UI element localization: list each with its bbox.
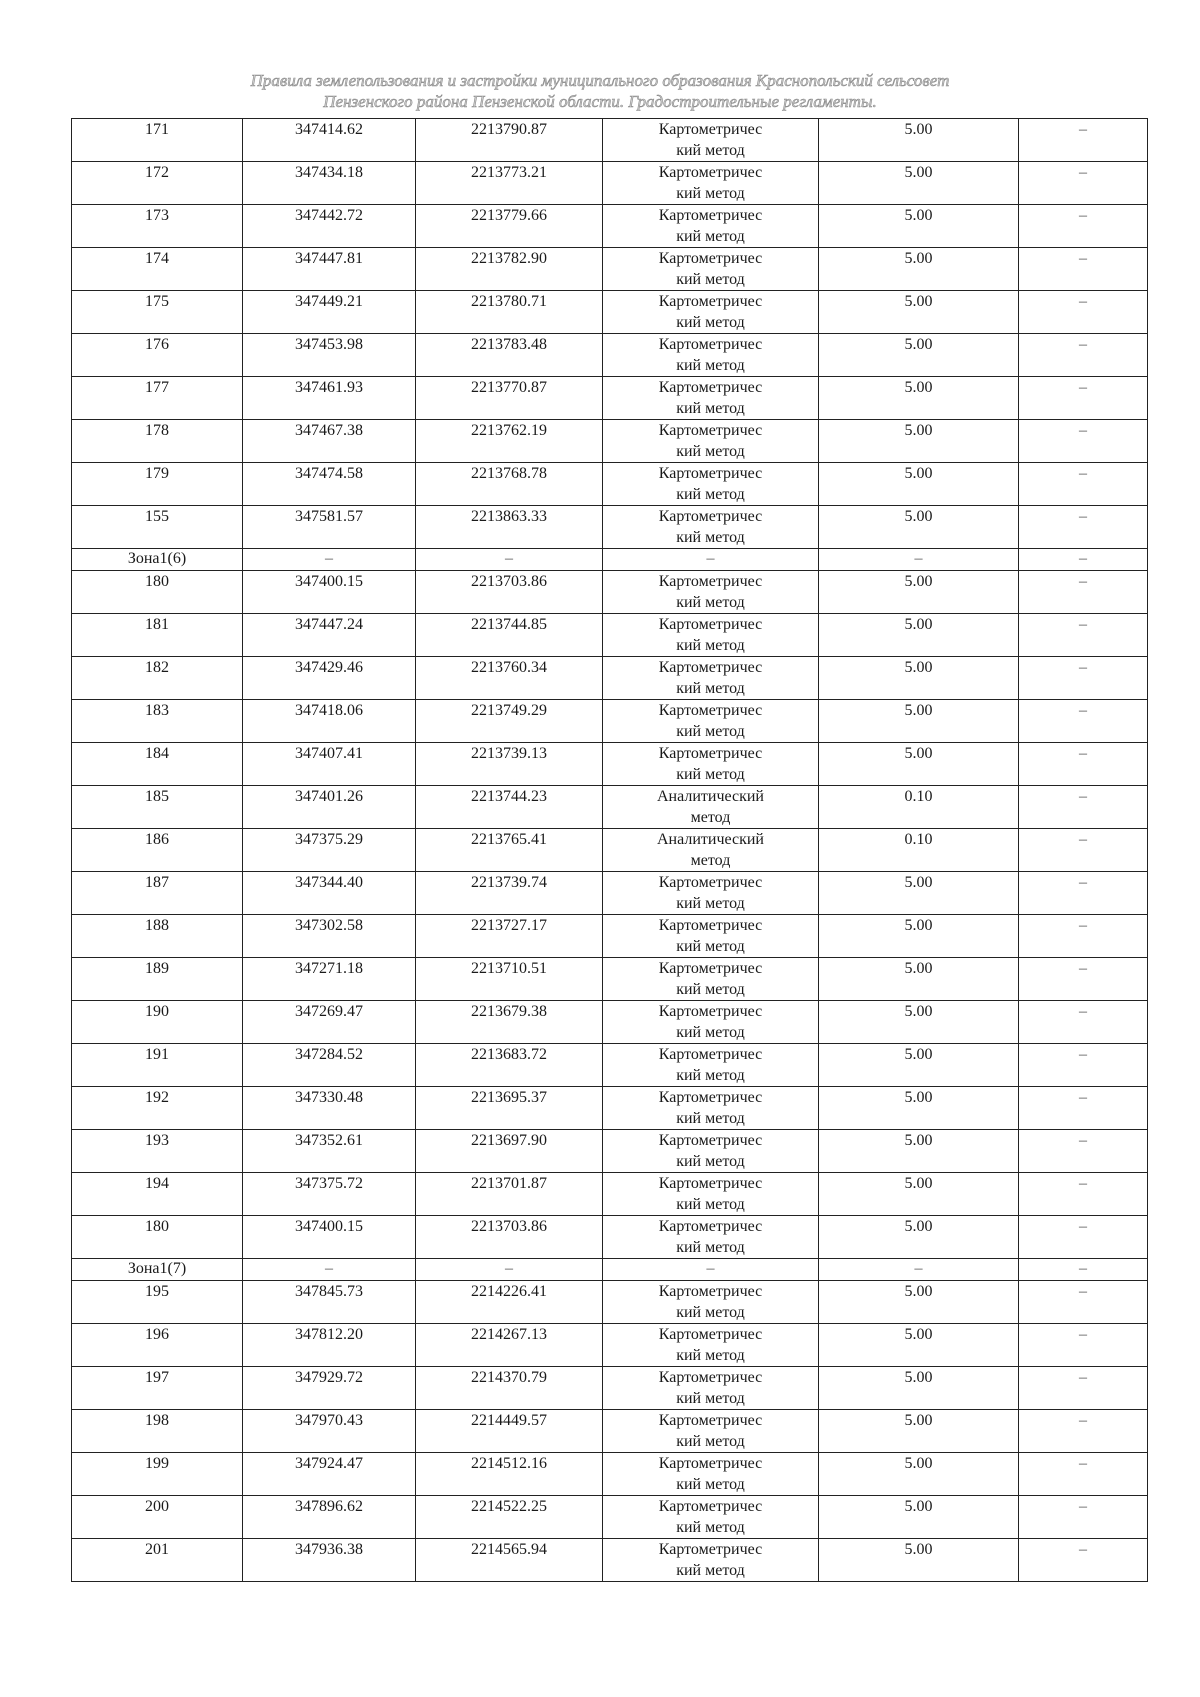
accuracy-cell: – <box>819 549 1019 571</box>
extra-cell: – <box>1019 119 1148 162</box>
table-row <box>72 334 1148 377</box>
method-label: Картометричес кий метод <box>658 164 763 202</box>
extra-cell: – <box>1019 829 1148 872</box>
method-cell <box>603 205 819 248</box>
table-row <box>72 1173 1148 1216</box>
method-label: Картометричес кий метод <box>658 293 763 331</box>
accuracy-cell: 5.00 <box>819 162 1019 205</box>
point-number-cell: 201 <box>72 1539 243 1582</box>
x-coordinate-cell: 347400.15 <box>243 1216 416 1259</box>
y-coordinate-cell: 2213768.78 <box>416 463 603 506</box>
table-row <box>72 915 1148 958</box>
method-label: Картометричес кий метод <box>658 465 763 503</box>
y-coordinate-cell: 2213744.85 <box>416 614 603 657</box>
y-coordinate-cell: 2213739.13 <box>416 743 603 786</box>
extra-cell: – <box>1019 377 1148 420</box>
method-label: Картометричес кий метод <box>658 1369 763 1407</box>
x-coordinate-cell: 347924.47 <box>243 1453 416 1496</box>
y-coordinate-cell: 2213749.29 <box>416 700 603 743</box>
method-cell <box>603 1087 819 1130</box>
y-coordinate-cell: 2213739.74 <box>416 872 603 915</box>
header-line-1: Правила землепользования и застройки муниципального образования Краснопольский сельсовет <box>250 71 950 90</box>
method-label: Картометричес кий метод <box>658 1412 763 1450</box>
method-label: Картометричес кий метод <box>658 917 763 955</box>
point-number-cell: 172 <box>72 162 243 205</box>
extra-cell: – <box>1019 1281 1148 1324</box>
extra-cell: – <box>1019 248 1148 291</box>
method-label: Картометричес кий метод <box>658 121 763 159</box>
accuracy-cell: 5.00 <box>819 1173 1019 1216</box>
extra-cell: – <box>1019 420 1148 463</box>
point-number-cell: 183 <box>72 700 243 743</box>
accuracy-cell: 0.10 <box>819 829 1019 872</box>
point-number-cell: 178 <box>72 420 243 463</box>
point-number-cell: 196 <box>72 1324 243 1367</box>
method-label: Картометричес кий метод <box>658 616 763 654</box>
x-coordinate-cell: 347442.72 <box>243 205 416 248</box>
method-label: Картометричес кий метод <box>658 745 763 783</box>
method-label: Картометричес кий метод <box>658 1283 763 1321</box>
y-coordinate-cell: 2213863.33 <box>416 506 603 549</box>
method-label: Картометричес кий метод <box>658 1218 763 1256</box>
point-number-cell: 180 <box>72 571 243 614</box>
accuracy-cell: 5.00 <box>819 614 1019 657</box>
method-cell <box>603 1496 819 1539</box>
accuracy-cell: 5.00 <box>819 1324 1019 1367</box>
point-number-cell: Зона1(7) <box>72 1259 243 1281</box>
method-cell <box>603 1281 819 1324</box>
table-row <box>72 506 1148 549</box>
x-coordinate-cell: 347429.46 <box>243 657 416 700</box>
x-coordinate-cell: 347434.18 <box>243 162 416 205</box>
extra-cell: – <box>1019 162 1148 205</box>
method-label: Картометричес кий метод <box>658 874 763 912</box>
table-row <box>72 205 1148 248</box>
extra-cell: – <box>1019 1324 1148 1367</box>
table-row <box>72 1216 1148 1259</box>
x-coordinate-cell: 347929.72 <box>243 1367 416 1410</box>
accuracy-cell: 5.00 <box>819 248 1019 291</box>
extra-cell: – <box>1019 614 1148 657</box>
x-coordinate-cell: 347271.18 <box>243 958 416 1001</box>
accuracy-cell: 5.00 <box>819 1453 1019 1496</box>
point-number-cell: 190 <box>72 1001 243 1044</box>
method-cell: – <box>603 1259 819 1281</box>
method-label: Картометричес кий метод <box>658 508 763 546</box>
point-number-cell: 176 <box>72 334 243 377</box>
method-label: Картометричес кий метод <box>658 1498 763 1536</box>
accuracy-cell: 5.00 <box>819 377 1019 420</box>
accuracy-cell: 5.00 <box>819 506 1019 549</box>
accuracy-cell: 5.00 <box>819 119 1019 162</box>
point-number-cell: 177 <box>72 377 243 420</box>
accuracy-cell: 5.00 <box>819 1496 1019 1539</box>
point-number-cell: 191 <box>72 1044 243 1087</box>
method-cell <box>603 377 819 420</box>
method-cell <box>603 614 819 657</box>
table-row <box>72 872 1148 915</box>
extra-cell: – <box>1019 915 1148 958</box>
y-coordinate-cell: 2213701.87 <box>416 1173 603 1216</box>
point-number-cell: 173 <box>72 205 243 248</box>
coordinates-table-body <box>72 119 1148 1582</box>
y-coordinate-cell: – <box>416 1259 603 1281</box>
extra-cell: – <box>1019 872 1148 915</box>
accuracy-cell: 5.00 <box>819 915 1019 958</box>
extra-cell: – <box>1019 1367 1148 1410</box>
method-label: Картометричес кий метод <box>658 1132 763 1170</box>
extra-cell: – <box>1019 1130 1148 1173</box>
x-coordinate-cell: 347447.24 <box>243 614 416 657</box>
accuracy-cell: 5.00 <box>819 1216 1019 1259</box>
table-row <box>72 1453 1148 1496</box>
method-label: Картометричес кий метод <box>658 573 763 611</box>
x-coordinate-cell: 347302.58 <box>243 915 416 958</box>
point-number-cell: 182 <box>72 657 243 700</box>
extra-cell: – <box>1019 334 1148 377</box>
y-coordinate-cell: 2213727.17 <box>416 915 603 958</box>
method-label: Картометричес кий метод <box>658 659 763 697</box>
x-coordinate-cell: 347845.73 <box>243 1281 416 1324</box>
extra-cell: – <box>1019 1496 1148 1539</box>
table-row <box>72 377 1148 420</box>
x-coordinate-cell: 347449.21 <box>243 291 416 334</box>
y-coordinate-cell: 2214522.25 <box>416 1496 603 1539</box>
point-number-cell: 187 <box>72 872 243 915</box>
y-coordinate-cell: 2213765.41 <box>416 829 603 872</box>
point-number-cell: 171 <box>72 119 243 162</box>
table-row <box>72 657 1148 700</box>
extra-cell: – <box>1019 786 1148 829</box>
x-coordinate-cell: 347936.38 <box>243 1539 416 1582</box>
table-row <box>72 1281 1148 1324</box>
accuracy-cell: 5.00 <box>819 743 1019 786</box>
extra-cell: – <box>1019 1087 1148 1130</box>
x-coordinate-cell: 347418.06 <box>243 700 416 743</box>
coordinates-table <box>71 118 1148 1582</box>
method-cell <box>603 915 819 958</box>
x-coordinate-cell: 347414.62 <box>243 119 416 162</box>
method-cell <box>603 119 819 162</box>
table-row <box>72 1001 1148 1044</box>
extra-cell: – <box>1019 291 1148 334</box>
y-coordinate-cell: 2214226.41 <box>416 1281 603 1324</box>
x-coordinate-cell: 347269.47 <box>243 1001 416 1044</box>
point-number-cell: 180 <box>72 1216 243 1259</box>
extra-cell: – <box>1019 657 1148 700</box>
point-number-cell: 192 <box>72 1087 243 1130</box>
method-label: Картометричес кий метод <box>658 422 763 460</box>
method-cell <box>603 1173 819 1216</box>
point-number-cell: 199 <box>72 1453 243 1496</box>
table-row <box>72 1087 1148 1130</box>
method-cell <box>603 700 819 743</box>
method-cell <box>603 420 819 463</box>
y-coordinate-cell: 2213773.21 <box>416 162 603 205</box>
zone-header-row <box>72 549 1148 571</box>
table-row <box>72 1324 1148 1367</box>
accuracy-cell: 0.10 <box>819 786 1019 829</box>
method-label: Картометричес кий метод <box>658 1089 763 1127</box>
method-label: Картометричес кий метод <box>658 336 763 374</box>
y-coordinate-cell: 2214449.57 <box>416 1410 603 1453</box>
x-coordinate-cell: 347330.48 <box>243 1087 416 1130</box>
method-cell <box>603 506 819 549</box>
method-cell <box>603 829 819 872</box>
method-cell <box>603 162 819 205</box>
accuracy-cell: 5.00 <box>819 1539 1019 1582</box>
accuracy-cell: 5.00 <box>819 657 1019 700</box>
x-coordinate-cell: 347970.43 <box>243 1410 416 1453</box>
method-cell <box>603 291 819 334</box>
method-label: Картометричес кий метод <box>658 250 763 288</box>
x-coordinate-cell: 347474.58 <box>243 463 416 506</box>
table-row <box>72 743 1148 786</box>
method-cell <box>603 1410 819 1453</box>
y-coordinate-cell: 2214370.79 <box>416 1367 603 1410</box>
method-cell: – <box>603 549 819 571</box>
point-number-cell: 181 <box>72 614 243 657</box>
y-coordinate-cell: 2213782.90 <box>416 248 603 291</box>
table-row <box>72 162 1148 205</box>
accuracy-cell: – <box>819 1259 1019 1281</box>
x-coordinate-cell: 347352.61 <box>243 1130 416 1173</box>
method-cell <box>603 571 819 614</box>
table-row <box>72 1130 1148 1173</box>
table-row <box>72 420 1148 463</box>
extra-cell: – <box>1019 506 1148 549</box>
table-row <box>72 463 1148 506</box>
extra-cell: – <box>1019 1044 1148 1087</box>
method-cell <box>603 1044 819 1087</box>
method-cell <box>603 958 819 1001</box>
method-label: Картометричес кий метод <box>658 1455 763 1493</box>
x-coordinate-cell: 347447.81 <box>243 248 416 291</box>
point-number-cell: Зона1(6) <box>72 549 243 571</box>
accuracy-cell: 5.00 <box>819 1130 1019 1173</box>
y-coordinate-cell: 2213760.34 <box>416 657 603 700</box>
extra-cell: – <box>1019 1259 1148 1281</box>
x-coordinate-cell: 347375.29 <box>243 829 416 872</box>
x-coordinate-cell: 347581.57 <box>243 506 416 549</box>
table-row <box>72 119 1148 162</box>
point-number-cell: 179 <box>72 463 243 506</box>
point-number-cell: 198 <box>72 1410 243 1453</box>
y-coordinate-cell: 2214512.16 <box>416 1453 603 1496</box>
method-label: Аналитический метод <box>656 788 764 826</box>
method-cell <box>603 248 819 291</box>
table-row <box>72 1367 1148 1410</box>
extra-cell: – <box>1019 1453 1148 1496</box>
method-label: Картометричес кий метод <box>658 1175 763 1213</box>
y-coordinate-cell: 2213762.19 <box>416 420 603 463</box>
y-coordinate-cell: – <box>416 549 603 571</box>
point-number-cell: 200 <box>72 1496 243 1539</box>
y-coordinate-cell: 2213744.23 <box>416 786 603 829</box>
method-label: Картометричес кий метод <box>658 1326 763 1364</box>
extra-cell: – <box>1019 743 1148 786</box>
method-cell <box>603 1001 819 1044</box>
y-coordinate-cell: 2213790.87 <box>416 119 603 162</box>
extra-cell: – <box>1019 958 1148 1001</box>
accuracy-cell: 5.00 <box>819 463 1019 506</box>
accuracy-cell: 5.00 <box>819 1367 1019 1410</box>
accuracy-cell: 5.00 <box>819 1001 1019 1044</box>
point-number-cell: 197 <box>72 1367 243 1410</box>
y-coordinate-cell: 2213697.90 <box>416 1130 603 1173</box>
x-coordinate-cell: – <box>243 1259 416 1281</box>
x-coordinate-cell: 347284.52 <box>243 1044 416 1087</box>
table-row <box>72 291 1148 334</box>
method-cell <box>603 1324 819 1367</box>
method-label: Картометричес кий метод <box>658 379 763 417</box>
accuracy-cell: 5.00 <box>819 571 1019 614</box>
table-row <box>72 1410 1148 1453</box>
method-cell <box>603 463 819 506</box>
method-cell <box>603 1216 819 1259</box>
extra-cell: – <box>1019 1539 1148 1582</box>
table-row <box>72 248 1148 291</box>
method-cell <box>603 657 819 700</box>
method-cell <box>603 1130 819 1173</box>
table-row <box>72 1539 1148 1582</box>
y-coordinate-cell: 2214565.94 <box>416 1539 603 1582</box>
method-cell <box>603 786 819 829</box>
accuracy-cell: 5.00 <box>819 700 1019 743</box>
accuracy-cell: 5.00 <box>819 1281 1019 1324</box>
x-coordinate-cell: 347467.38 <box>243 420 416 463</box>
extra-cell: – <box>1019 205 1148 248</box>
accuracy-cell: 5.00 <box>819 872 1019 915</box>
extra-cell: – <box>1019 1410 1148 1453</box>
method-label: Картометричес кий метод <box>658 702 763 740</box>
point-number-cell: 193 <box>72 1130 243 1173</box>
method-label: Картометричес кий метод <box>658 207 763 245</box>
point-number-cell: 195 <box>72 1281 243 1324</box>
page-header <box>0 70 1200 112</box>
point-number-cell: 174 <box>72 248 243 291</box>
extra-cell: – <box>1019 571 1148 614</box>
y-coordinate-cell: 2213710.51 <box>416 958 603 1001</box>
y-coordinate-cell: 2213679.38 <box>416 1001 603 1044</box>
point-number-cell: 188 <box>72 915 243 958</box>
accuracy-cell: 5.00 <box>819 1087 1019 1130</box>
table-row <box>72 700 1148 743</box>
x-coordinate-cell: 347375.72 <box>243 1173 416 1216</box>
table-row <box>72 958 1148 1001</box>
method-cell <box>603 1367 819 1410</box>
y-coordinate-cell: 2213783.48 <box>416 334 603 377</box>
header-line-2: Пензенского района Пензенской области. Градостроительные регламенты. <box>323 92 877 111</box>
y-coordinate-cell: 2214267.13 <box>416 1324 603 1367</box>
table-row <box>72 786 1148 829</box>
point-number-cell: 155 <box>72 506 243 549</box>
accuracy-cell: 5.00 <box>819 1410 1019 1453</box>
table-row <box>72 1044 1148 1087</box>
y-coordinate-cell: 2213695.37 <box>416 1087 603 1130</box>
y-coordinate-cell: 2213780.71 <box>416 291 603 334</box>
point-number-cell: 175 <box>72 291 243 334</box>
x-coordinate-cell: 347453.98 <box>243 334 416 377</box>
extra-cell: – <box>1019 1216 1148 1259</box>
method-label: Картометричес кий метод <box>658 1541 763 1579</box>
method-cell <box>603 743 819 786</box>
point-number-cell: 184 <box>72 743 243 786</box>
zone-header-row <box>72 1259 1148 1281</box>
method-label: Картометричес кий метод <box>658 960 763 998</box>
extra-cell: – <box>1019 1173 1148 1216</box>
point-number-cell: 185 <box>72 786 243 829</box>
extra-cell: – <box>1019 700 1148 743</box>
accuracy-cell: 5.00 <box>819 291 1019 334</box>
method-cell <box>603 872 819 915</box>
extra-cell: – <box>1019 1001 1148 1044</box>
y-coordinate-cell: 2213770.87 <box>416 377 603 420</box>
accuracy-cell: 5.00 <box>819 420 1019 463</box>
accuracy-cell: 5.00 <box>819 958 1019 1001</box>
x-coordinate-cell: 347401.26 <box>243 786 416 829</box>
extra-cell: – <box>1019 463 1148 506</box>
method-cell <box>603 1539 819 1582</box>
accuracy-cell: 5.00 <box>819 1044 1019 1087</box>
x-coordinate-cell: 347812.20 <box>243 1324 416 1367</box>
method-cell <box>603 1453 819 1496</box>
point-number-cell: 186 <box>72 829 243 872</box>
table-row <box>72 1496 1148 1539</box>
x-coordinate-cell: 347896.62 <box>243 1496 416 1539</box>
method-label: Картометричес кий метод <box>658 1003 763 1041</box>
y-coordinate-cell: 2213683.72 <box>416 1044 603 1087</box>
point-number-cell: 194 <box>72 1173 243 1216</box>
x-coordinate-cell: 347400.15 <box>243 571 416 614</box>
x-coordinate-cell: 347407.41 <box>243 743 416 786</box>
x-coordinate-cell: 347461.93 <box>243 377 416 420</box>
table-row <box>72 614 1148 657</box>
table-row <box>72 829 1148 872</box>
method-label: Аналитический метод <box>656 831 764 869</box>
y-coordinate-cell: 2213779.66 <box>416 205 603 248</box>
accuracy-cell: 5.00 <box>819 334 1019 377</box>
y-coordinate-cell: 2213703.86 <box>416 1216 603 1259</box>
y-coordinate-cell: 2213703.86 <box>416 571 603 614</box>
point-number-cell: 189 <box>72 958 243 1001</box>
x-coordinate-cell: – <box>243 549 416 571</box>
accuracy-cell: 5.00 <box>819 205 1019 248</box>
extra-cell: – <box>1019 549 1148 571</box>
method-cell <box>603 334 819 377</box>
method-label: Картометричес кий метод <box>658 1046 763 1084</box>
x-coordinate-cell: 347344.40 <box>243 872 416 915</box>
table-row <box>72 571 1148 614</box>
